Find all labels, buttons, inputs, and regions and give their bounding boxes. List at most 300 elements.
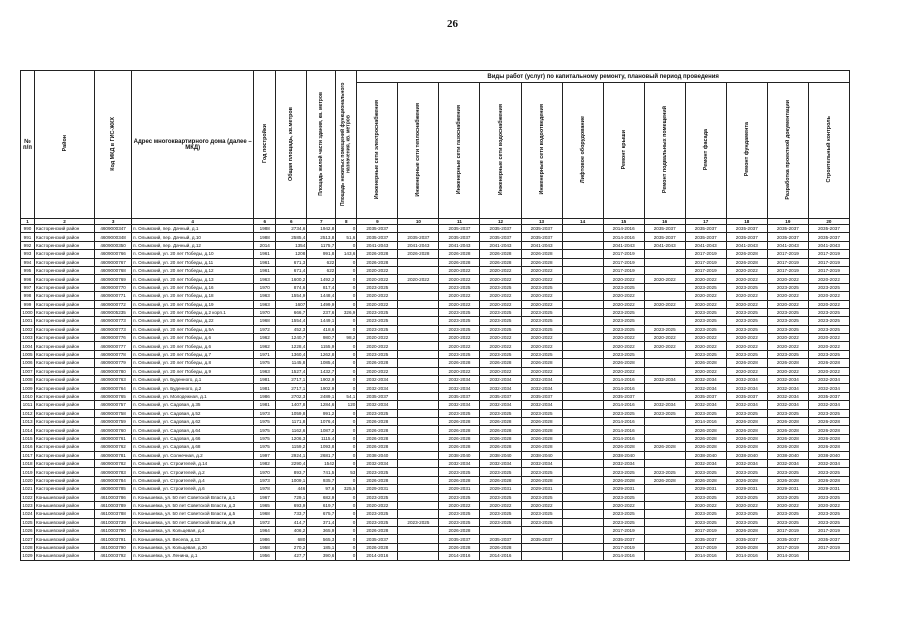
cell-work-12: 2020-2022 — [808, 334, 849, 342]
col-number-cell: 19 — [767, 219, 808, 225]
cell-d: Конышевский район — [35, 527, 95, 535]
cell-work-12: 2023-2025 — [808, 325, 849, 333]
cell-work-11: 2023-2025 — [767, 317, 808, 325]
cell-work-9: 2035-2037 — [685, 225, 726, 233]
cell-na: 0 — [336, 359, 357, 367]
cell-ta: 666,7 — [276, 308, 307, 316]
cell-ta: 452,3 — [276, 325, 307, 333]
cell-work-9: 2032-2034 — [685, 376, 726, 384]
cell-addr: п. Конышевка, ул. 50 лет Советской Власти, д.5 — [132, 510, 254, 518]
cell-ta: 671,4 — [276, 266, 307, 274]
cell-work-2 — [398, 434, 439, 442]
cell-work-4: 2023-2025 — [480, 325, 521, 333]
cell-addr: п. Олымский, ул. 20 лет Победы, д.16 — [132, 283, 254, 291]
cell-addr: п. Олымский, ул. 20 лет Победы, д.6 — [132, 342, 254, 350]
cell-n: 1011 — [21, 401, 35, 409]
table-row — [21, 384, 850, 392]
cell-work-6 — [562, 417, 603, 425]
cell-la: 1085,4 — [307, 359, 336, 367]
cell-d: Касторенский район — [35, 241, 95, 249]
cell-y: 1981 — [254, 376, 276, 384]
cell-na: 0 — [336, 535, 357, 543]
cell-work-1: 2020-2022 — [357, 275, 398, 283]
cell-y: 1975 — [254, 434, 276, 442]
cell-work-4: 2035-2037 — [480, 233, 521, 241]
cell-n: 1029 — [22, 553, 33, 559]
cell-work-6 — [562, 384, 603, 392]
cell-work-12: 2029-2031 — [808, 485, 849, 493]
col-header-work-4: Инженерные сети водоснабжения — [480, 83, 521, 219]
cell-work-3: 2023-2025 — [439, 518, 480, 526]
cell-addr: п. Олымский, ул. Садовая, д.64 — [132, 426, 254, 434]
cell-work-7: 2020-2022 — [603, 342, 644, 350]
page-number: 26 — [447, 18, 458, 30]
cell-work-2 — [398, 258, 439, 266]
cell-work-6 — [562, 443, 603, 451]
cell-code: 4610003790 — [95, 543, 132, 551]
cell-la: 1432,7 — [307, 367, 336, 375]
cell-work-4: 2032-2034 — [480, 459, 521, 467]
works-group-header: Виды работ (услуг) по капитальному ремонту, плановый период проведения — [357, 71, 850, 83]
cell-ta: 680 — [276, 535, 307, 543]
cell-y: 1982 — [254, 459, 276, 467]
cell-ta: 1009,1 — [276, 476, 307, 484]
table-row — [21, 283, 850, 291]
table-row — [21, 501, 850, 509]
cell-la: 619,7 — [307, 501, 336, 509]
cell-work-7: 2041-2043 — [603, 241, 644, 249]
cell-addr: п. Олымский, ул. 20 лет Победы, д.8 — [132, 359, 254, 367]
cell-work-1: 2023-2025 — [357, 325, 398, 333]
cell-la: 682,9 — [307, 493, 336, 501]
cell-work-7: 2020-2022 — [603, 367, 644, 375]
cell-d: Конышевский район — [35, 543, 95, 551]
col-header-nonres-area: Площадь нежилых помещений функционального назначения, кв. метров — [336, 71, 357, 219]
cell-la: 1499,9 — [307, 300, 336, 308]
cell-work-1: 2035-2037 — [357, 233, 398, 241]
cell-work-5: 2026-2028 — [521, 250, 562, 258]
cell-ta: 893,7 — [276, 468, 307, 476]
cell-work-11: 2017-2019 — [767, 266, 808, 274]
cell-la: 237,6 — [307, 308, 336, 316]
cell-work-5: 2035-2037 — [521, 233, 562, 241]
cell-y: 1958 — [254, 543, 276, 551]
cell-work-9: 2026-2028 — [685, 426, 726, 434]
cell-work-8 — [644, 434, 685, 442]
cell-work-7: 2023-2025 — [603, 518, 644, 526]
cell-work-4: 2032-2034 — [480, 376, 521, 384]
cell-work-7: 2017-2019 — [603, 543, 644, 551]
cell-la: 622 — [307, 266, 336, 274]
cell-d: Касторенский район — [35, 451, 95, 459]
cell-work-2: 2035-2037 — [398, 233, 439, 241]
cell-work-5: 2026-2028 — [521, 426, 562, 434]
cell-work-10: 2023-2025 — [726, 468, 767, 476]
cell-work-3: 2023-2025 — [439, 317, 480, 325]
cell-d: Касторенский район — [35, 275, 95, 283]
col-header-work-10: Ремонт фундамента — [726, 83, 767, 219]
col-header-district: Район — [35, 71, 95, 219]
cell-work-8: 2023-2025 — [644, 409, 685, 417]
cell-work-10: 2020-2022 — [726, 292, 767, 300]
cell-code: 4609000350 — [95, 241, 132, 249]
cell-n: 1000 — [22, 310, 33, 316]
cell-work-1: 2023-2025 — [357, 283, 398, 291]
cell-work-5: 2023-2025 — [521, 283, 562, 291]
cell-work-12: 2023-2025 — [808, 468, 849, 476]
cell-work-1: 2026-2028 — [357, 543, 398, 551]
table-row — [21, 468, 850, 476]
cell-code: 4609000763 — [95, 376, 132, 384]
cell-work-8 — [644, 485, 685, 493]
cell-work-6 — [562, 401, 603, 409]
cell-n: 998 — [21, 292, 35, 300]
cell-n: 1019 — [22, 469, 33, 475]
cell-work-9: 2023-2025 — [685, 317, 726, 325]
cell-work-6 — [562, 317, 603, 325]
cell-work-6 — [562, 468, 603, 476]
cell-work-3: 2026-2028 — [439, 359, 480, 367]
cell-code: 4610003789 — [95, 501, 132, 509]
cell-work-5: 2032-2034 — [521, 401, 562, 409]
cell-work-1: 2023-2025 — [357, 493, 398, 501]
cell-ta: 1240,7 — [276, 334, 307, 342]
cell-work-10: 2026-2028 — [726, 527, 767, 535]
cell-work-4: 2023-2025 — [480, 308, 521, 316]
cell-la: 991,2 — [307, 409, 336, 417]
cell-work-12: 2023-2025 — [808, 510, 849, 518]
cell-work-5: 2035-2037 — [521, 535, 562, 543]
table-row — [21, 266, 850, 274]
cell-work-5: 2020-2022 — [521, 342, 562, 350]
cell-work-5: 2023-2025 — [521, 518, 562, 526]
cell-work-7: 2014-2016 — [603, 384, 644, 392]
cell-work-12: 2032-2034 — [808, 376, 849, 384]
col-header-year: Год постройки — [254, 71, 276, 219]
cell-work-1: 2023-2025 — [357, 409, 398, 417]
cell-work-5: 2026-2028 — [521, 417, 562, 425]
cell-work-1: 2020-2022 — [357, 367, 398, 375]
cell-n: 1016 — [22, 444, 33, 450]
cell-la: 365,9 — [307, 527, 336, 535]
cell-work-4: 2023-2025 — [480, 283, 521, 291]
cell-work-7: 2032-2034 — [603, 459, 644, 467]
cell-work-5: 2026-2028 — [521, 359, 562, 367]
cell-work-9: 2023-2025 — [685, 468, 726, 476]
cell-work-4: 2020-2022 — [480, 367, 521, 375]
cell-ta: 1206,3 — [276, 434, 307, 442]
cell-work-7: 2017-2019 — [603, 250, 644, 258]
col-number-cell: 7 — [307, 219, 336, 225]
cell-work-6 — [562, 543, 603, 551]
table-row — [21, 392, 850, 400]
cell-work-4: 2020-2022 — [480, 292, 521, 300]
cell-work-9: 2020-2022 — [685, 501, 726, 509]
table-row — [21, 493, 850, 501]
cell-work-12: 2032-2034 — [808, 384, 849, 392]
cell-work-8 — [644, 266, 685, 274]
cell-work-1: 2026-2028 — [357, 258, 398, 266]
cell-d: Касторенский район — [35, 376, 95, 384]
cell-work-8: 2020-2022 — [644, 334, 685, 342]
cell-code: 4609000757 — [95, 401, 132, 409]
cell-work-1: 2023-2025 — [357, 510, 398, 518]
cell-work-11: 2017-2019 — [767, 543, 808, 551]
cell-n: 1002 — [22, 326, 33, 332]
cell-d: Касторенский район — [35, 409, 95, 417]
cell-na: 120 — [336, 401, 357, 409]
cell-work-8: 2041-2043 — [644, 241, 685, 249]
cell-work-10: 2023-2025 — [726, 325, 767, 333]
cell-d: Касторенский район — [35, 317, 95, 325]
cell-work-12: 2032-2034 — [808, 459, 849, 467]
cell-na: 0 — [336, 283, 357, 291]
cell-work-12: 2017-2019 — [808, 250, 849, 258]
cell-y: 1970 — [254, 308, 276, 316]
cell-work-8 — [644, 535, 685, 543]
cell-d: Касторенский район — [35, 384, 95, 392]
cell-work-2: 2020-2022 — [398, 275, 439, 283]
cell-la: 622 — [307, 258, 336, 266]
cell-la: 418,6 — [307, 325, 336, 333]
cell-work-2 — [398, 485, 439, 493]
cell-work-4: 2029-2031 — [480, 485, 521, 493]
cell-na: 0 — [336, 325, 357, 333]
cell-work-5: 2032-2034 — [521, 384, 562, 392]
cell-work-4: 2032-2034 — [480, 384, 521, 392]
cell-ta: 1607 — [276, 300, 307, 308]
col-header-total-area: Общая площадь, кв.метров — [276, 71, 307, 219]
cell-work-5: 2023-2025 — [521, 409, 562, 417]
cell-y: 1972 — [254, 518, 276, 526]
col-number-cell: 15 — [603, 219, 644, 225]
cell-work-10: 2020-2022 — [726, 266, 767, 274]
cell-work-12: 2020-2022 — [808, 275, 849, 283]
cell-work-9: 2020-2022 — [685, 275, 726, 283]
cell-la: 935,7 — [307, 476, 336, 484]
cell-addr: п. Олымский, ул. 20 лет Победы, д.2 корп.1 — [132, 308, 254, 316]
cell-work-8: 2023-2025 — [644, 325, 685, 333]
cell-work-3: 2026-2028 — [439, 543, 480, 551]
cell-d: Конышевский район — [35, 535, 95, 543]
cell-work-11: 2017-2019 — [767, 258, 808, 266]
cell-work-8 — [644, 367, 685, 375]
cell-n: 1015 — [22, 435, 33, 441]
col-header-living-area: Площадь жилой части здания, кв. метров — [307, 71, 336, 219]
cell-code: 4610003790 — [95, 527, 132, 535]
cell-work-8: 2026-2028 — [644, 443, 685, 451]
cell-addr: п. Олымский, ул. 20 лет Победы, д.9 — [132, 367, 254, 375]
cell-work-11: 2023-2025 — [767, 283, 808, 291]
col-number-cell: 12 — [480, 219, 521, 225]
cell-work-5: 2026-2028 — [521, 434, 562, 442]
cell-la: 1262,8 — [307, 350, 336, 358]
cell-work-10: 2035-2037 — [726, 392, 767, 400]
cell-work-2 — [398, 384, 439, 392]
cell-work-7: 2029-2031 — [603, 485, 644, 493]
cell-work-1: 2026-2028 — [357, 417, 398, 425]
cell-work-7: 2020-2022 — [603, 300, 644, 308]
cell-work-6 — [562, 527, 603, 535]
cell-work-9: 2026-2028 — [685, 434, 726, 442]
cell-la: 185,1 — [307, 543, 336, 551]
cell-addr: п. Олымский, ул. Буденного, д.1 — [132, 376, 254, 384]
cell-work-7: 2014-2016 — [603, 225, 644, 233]
cell-work-6 — [562, 367, 603, 375]
cell-work-12: 2026-2028 — [808, 417, 849, 425]
cell-n: 997 — [21, 283, 35, 291]
cell-na: 0 — [336, 258, 357, 266]
cell-na: 0 — [336, 476, 357, 484]
table-row — [21, 317, 850, 325]
cell-work-9: 2023-2025 — [685, 325, 726, 333]
cell-work-4: 2032-2034 — [480, 401, 521, 409]
cell-la: 991,8 — [307, 250, 336, 258]
table-row — [21, 225, 850, 233]
cell-la: 97,6 — [307, 485, 336, 493]
cell-la: 1115,4 — [307, 434, 336, 442]
cell-work-3: 2026-2028 — [439, 417, 480, 425]
cell-na: 0 — [336, 350, 357, 358]
cell-addr: п. Олымский, ул. 20 лет Победы, д.13 — [132, 275, 254, 283]
cell-y: 1961 — [254, 250, 276, 258]
cell-code: 4609000785 — [95, 485, 132, 493]
col-number-cell: 3 — [95, 219, 132, 225]
cell-d: Касторенский район — [35, 443, 95, 451]
cell-addr: п. Олымский, пер. Дачный, д.1 — [132, 225, 254, 233]
cell-ta: 1059,8 — [276, 409, 307, 417]
cell-work-9: 2026-2028 — [685, 359, 726, 367]
cell-na: 0 — [336, 300, 357, 308]
cell-work-5: 2026-2028 — [521, 443, 562, 451]
cell-work-4: 2023-2025 — [480, 510, 521, 518]
cell-code: 4609000760 — [95, 426, 132, 434]
cell-ta: 693,9 — [276, 501, 307, 509]
cell-work-1: 2023-2025 — [357, 350, 398, 358]
capital-repair-table — [20, 70, 850, 561]
cell-work-1: 2023-2025 — [357, 518, 398, 526]
cell-n: 1021 — [22, 486, 33, 492]
cell-work-12: 2035-2037 — [808, 535, 849, 543]
cell-code: 4609000767 — [95, 258, 132, 266]
cell-work-10: 2032-2034 — [726, 376, 767, 384]
cell-n: 990 — [21, 225, 35, 233]
cell-work-3: 2026-2028 — [439, 434, 480, 442]
cell-work-6 — [562, 392, 603, 400]
col-header-work-12: Строительный контроль — [808, 83, 849, 219]
cell-code: 4609000769 — [95, 275, 132, 283]
col-number-cell: 14 — [562, 219, 603, 225]
cell-na: 0 — [336, 317, 357, 325]
cell-work-12: 2023-2025 — [808, 283, 849, 291]
cell-addr: п. Олымский, ул. Буденного, д.2 — [132, 384, 254, 392]
table-row — [21, 434, 850, 442]
cell-work-6 — [562, 300, 603, 308]
cell-addr: п. Олымский, ул. 20 лет Победы, д.18 — [132, 292, 254, 300]
cell-addr: п. Конышевка, ул. 50 лет Советской Власти, д.9 — [132, 518, 254, 526]
cell-ta: 427,7 — [276, 552, 307, 560]
cell-work-9: 2020-2022 — [685, 342, 726, 350]
cell-work-3: 2035-2037 — [439, 392, 480, 400]
cell-work-12: 2017-2019 — [808, 258, 849, 266]
cell-work-10: 2035-2037 — [726, 535, 767, 543]
cell-la: 1087,2 — [307, 426, 336, 434]
cell-work-3: 2023-2025 — [439, 493, 480, 501]
cell-work-10: 2023-2025 — [726, 350, 767, 358]
cell-work-5: 2026-2028 — [521, 258, 562, 266]
cell-y: 1971 — [254, 350, 276, 358]
cell-addr: п. Олымский, ул. Солнечная, д.2 — [132, 451, 254, 459]
cell-work-5: 2026-2028 — [521, 476, 562, 484]
cell-work-2 — [398, 527, 439, 535]
cell-code: 4609000758 — [95, 409, 132, 417]
cell-la: 675,7 — [307, 510, 336, 518]
cell-work-2 — [398, 300, 439, 308]
cell-work-9: 2032-2034 — [685, 459, 726, 467]
cell-work-7: 2017-2019 — [603, 258, 644, 266]
cell-ta: 2702,3 — [276, 392, 307, 400]
cell-n: 1008 — [22, 377, 33, 383]
cell-ta: 1208 — [276, 250, 307, 258]
cell-na: 0 — [336, 384, 357, 392]
cell-work-3: 2023-2025 — [439, 325, 480, 333]
cell-work-7: 2026-2028 — [603, 476, 644, 484]
cell-work-11: 2023-2025 — [767, 409, 808, 417]
cell-d: Конышевский район — [35, 501, 95, 509]
table-row — [21, 401, 850, 409]
cell-work-12: 2023-2025 — [808, 350, 849, 358]
cell-work-3: 2020-2022 — [439, 334, 480, 342]
cell-la: 565,3 — [307, 535, 336, 543]
col-header-code: Код МКД в ГИС-ЖКХ — [95, 71, 132, 219]
cell-work-4: 2026-2028 — [480, 476, 521, 484]
cell-work-6 — [562, 292, 603, 300]
cell-code: 4609000778 — [95, 350, 132, 358]
cell-na: 0 — [336, 292, 357, 300]
table-row — [21, 300, 850, 308]
cell-work-10: 2020-2022 — [726, 342, 767, 350]
cell-work-8 — [644, 417, 685, 425]
cell-work-2 — [398, 225, 439, 233]
cell-work-6 — [562, 485, 603, 493]
table-row — [21, 250, 850, 258]
table-row — [21, 417, 850, 425]
cell-work-10: 2026-2028 — [726, 426, 767, 434]
col-header-work-6: Лифтовое оборудование — [562, 83, 603, 219]
cell-ta: 733,7 — [276, 510, 307, 518]
cell-d: Конышевский район — [35, 552, 95, 560]
cell-work-3: 2020-2022 — [439, 300, 480, 308]
cell-d: Касторенский район — [35, 401, 95, 409]
cell-ta: 1354 — [276, 241, 307, 249]
cell-y: 1970 — [254, 468, 276, 476]
cell-work-8: 2032-2034 — [644, 401, 685, 409]
cell-n: 1025 — [22, 519, 33, 525]
cell-work-2 — [398, 292, 439, 300]
cell-addr: п. Олымский, ул. Строителей, д.14 — [132, 459, 254, 467]
cell-work-8: 2026-2028 — [644, 476, 685, 484]
cell-d: Касторенский район — [35, 292, 95, 300]
cell-work-8 — [644, 350, 685, 358]
col-number-cell: 1 — [21, 219, 35, 225]
table-row — [21, 543, 850, 551]
cell-work-3: 2014-2016 — [439, 552, 480, 560]
cell-work-2: 2026-2028 — [398, 250, 439, 258]
cell-ta: 1228,4 — [276, 342, 307, 350]
cell-code: 4609000781 — [95, 451, 132, 459]
cell-n: 991 — [21, 233, 35, 241]
table-row — [21, 292, 850, 300]
